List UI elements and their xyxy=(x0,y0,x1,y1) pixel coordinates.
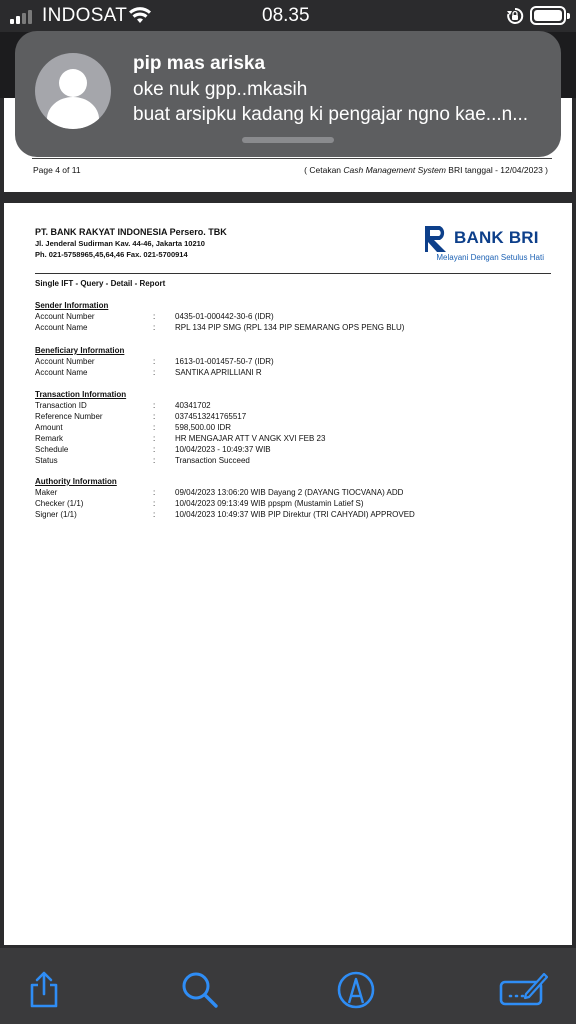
beneficiary-section xyxy=(35,346,555,378)
row-value: HR MENGAJAR ATT V ANGK XVI FEB 23 xyxy=(175,434,326,443)
section-title: Beneficiary Information xyxy=(35,346,125,355)
logo-brand: BANK BRI xyxy=(454,228,539,247)
footer-divider xyxy=(32,158,552,159)
company-header xyxy=(35,227,227,259)
bank-logo xyxy=(420,223,544,265)
clock: 08.35 xyxy=(262,5,310,26)
row-colon: : xyxy=(153,434,156,443)
info-row xyxy=(35,356,555,367)
row-value: 0435-01-000442-30-6 (IDR) xyxy=(175,312,274,321)
row-label: Maker xyxy=(35,488,58,497)
row-value: 1613-01-001457-50-7 (IDR) xyxy=(175,357,274,366)
row-label: Account Number xyxy=(35,312,95,321)
info-row xyxy=(35,311,555,322)
row-colon: : xyxy=(153,323,156,332)
row-label: Remark xyxy=(35,434,64,443)
section-title: Sender Information xyxy=(35,301,109,310)
bri-logo-mark-icon xyxy=(422,224,452,254)
row-colon: : xyxy=(153,368,156,377)
row-value: 10/04/2023 - 10:49:37 WIB xyxy=(175,445,271,454)
battery-icon xyxy=(530,6,566,25)
row-colon: : xyxy=(153,312,156,321)
row-label: Account Number xyxy=(35,357,95,366)
company-name: PT. BANK RAKYAT INDONESIA Persero. TBK xyxy=(35,227,227,237)
page-number: Page 4 of 11 xyxy=(33,165,81,175)
info-row xyxy=(35,487,555,498)
row-colon: : xyxy=(153,423,156,432)
notification-sender: pip mas ariska xyxy=(133,53,266,74)
row-colon: : xyxy=(153,488,156,497)
row-colon: : xyxy=(153,445,156,454)
notification-text-line2: buat arsipku kadang ki pengajar ngno kae...n... xyxy=(133,104,529,125)
share-icon[interactable] xyxy=(24,970,64,1010)
company-phone: Ph. 021-5758965,45,64,46 Fax. 021-5700914 xyxy=(35,250,188,259)
info-row xyxy=(35,400,555,411)
report-title: Single IFT - Query - Detail - Report xyxy=(35,279,166,288)
logo-tagline: Melayani Dengan Setulus Hati xyxy=(436,253,544,262)
row-label: Transaction ID xyxy=(35,401,87,410)
section-title: Authority Information xyxy=(35,477,117,486)
transaction-section xyxy=(35,390,555,466)
authority-section xyxy=(35,477,555,520)
sender-section xyxy=(35,301,555,333)
row-label: Account Name xyxy=(35,368,88,377)
row-colon: : xyxy=(153,499,156,508)
info-row xyxy=(35,411,555,422)
info-row xyxy=(35,433,555,444)
print-info: ( Cetakan Cash Management System BRI tanggal - 12/04/2023 ) xyxy=(304,165,548,175)
row-label: Schedule xyxy=(35,445,69,454)
row-value: Transaction Succeed xyxy=(175,456,250,465)
avatar xyxy=(35,53,111,129)
edit-icon[interactable] xyxy=(498,970,548,1010)
info-row xyxy=(35,367,555,378)
section-title: Transaction Information xyxy=(35,390,127,399)
info-row xyxy=(35,455,555,466)
bottom-toolbar xyxy=(0,948,576,1024)
row-value: 598,500.00 IDR xyxy=(175,423,232,432)
row-colon: : xyxy=(153,412,156,421)
status-bar xyxy=(0,0,576,32)
search-icon[interactable] xyxy=(180,970,220,1010)
row-value: 09/04/2023 13:06:20 WIB Dayang 2 (DAYANG TIOCVANA) ADD xyxy=(175,488,404,497)
row-label: Signer (1/1) xyxy=(35,510,77,519)
row-colon: : xyxy=(153,510,156,519)
info-row xyxy=(35,498,555,509)
wifi-icon xyxy=(128,6,152,24)
row-value: 40341702 xyxy=(175,401,211,410)
row-label: Amount xyxy=(35,423,63,432)
row-colon: : xyxy=(153,357,156,366)
company-address: Jl. Jenderal Sudirman Kav. 44-46, Jakarta 10210 xyxy=(35,239,205,248)
row-value: RPL 134 PIP SMG (RPL 134 PIP SEMARANG OPS PENG BLU) xyxy=(175,323,405,332)
info-row xyxy=(35,509,555,520)
report-page xyxy=(4,203,572,945)
row-colon: : xyxy=(153,401,156,410)
person-icon xyxy=(35,53,111,129)
notification-grabber[interactable] xyxy=(242,137,334,143)
row-value: 10/04/2023 09:13:49 WIB ppspm (Mustamin Latief S) xyxy=(175,499,364,508)
markup-icon[interactable] xyxy=(336,970,376,1010)
row-value: SANTIKA APRILLIANI R xyxy=(175,368,262,377)
row-label: Reference Number xyxy=(35,412,103,421)
info-row xyxy=(35,444,555,455)
info-row xyxy=(35,422,555,433)
row-label: Checker (1/1) xyxy=(35,499,84,508)
notification-text-line1: oke nuk gpp..mkasih xyxy=(133,79,308,100)
cellular-signal-icon xyxy=(10,8,32,24)
header-divider xyxy=(35,273,551,274)
info-row xyxy=(35,322,555,333)
row-colon: : xyxy=(153,456,156,465)
row-value: 10/04/2023 10:49:37 WIB PIP Direktur (TRI CAHYADI) APPROVED xyxy=(175,510,415,519)
row-label: Account Name xyxy=(35,323,88,332)
message-notification[interactable] xyxy=(15,31,561,157)
carrier-name: INDOSAT xyxy=(42,5,128,26)
row-value: 0374513241765517 xyxy=(175,412,247,421)
rotation-lock-icon xyxy=(506,7,524,25)
row-label: Status xyxy=(35,456,58,465)
